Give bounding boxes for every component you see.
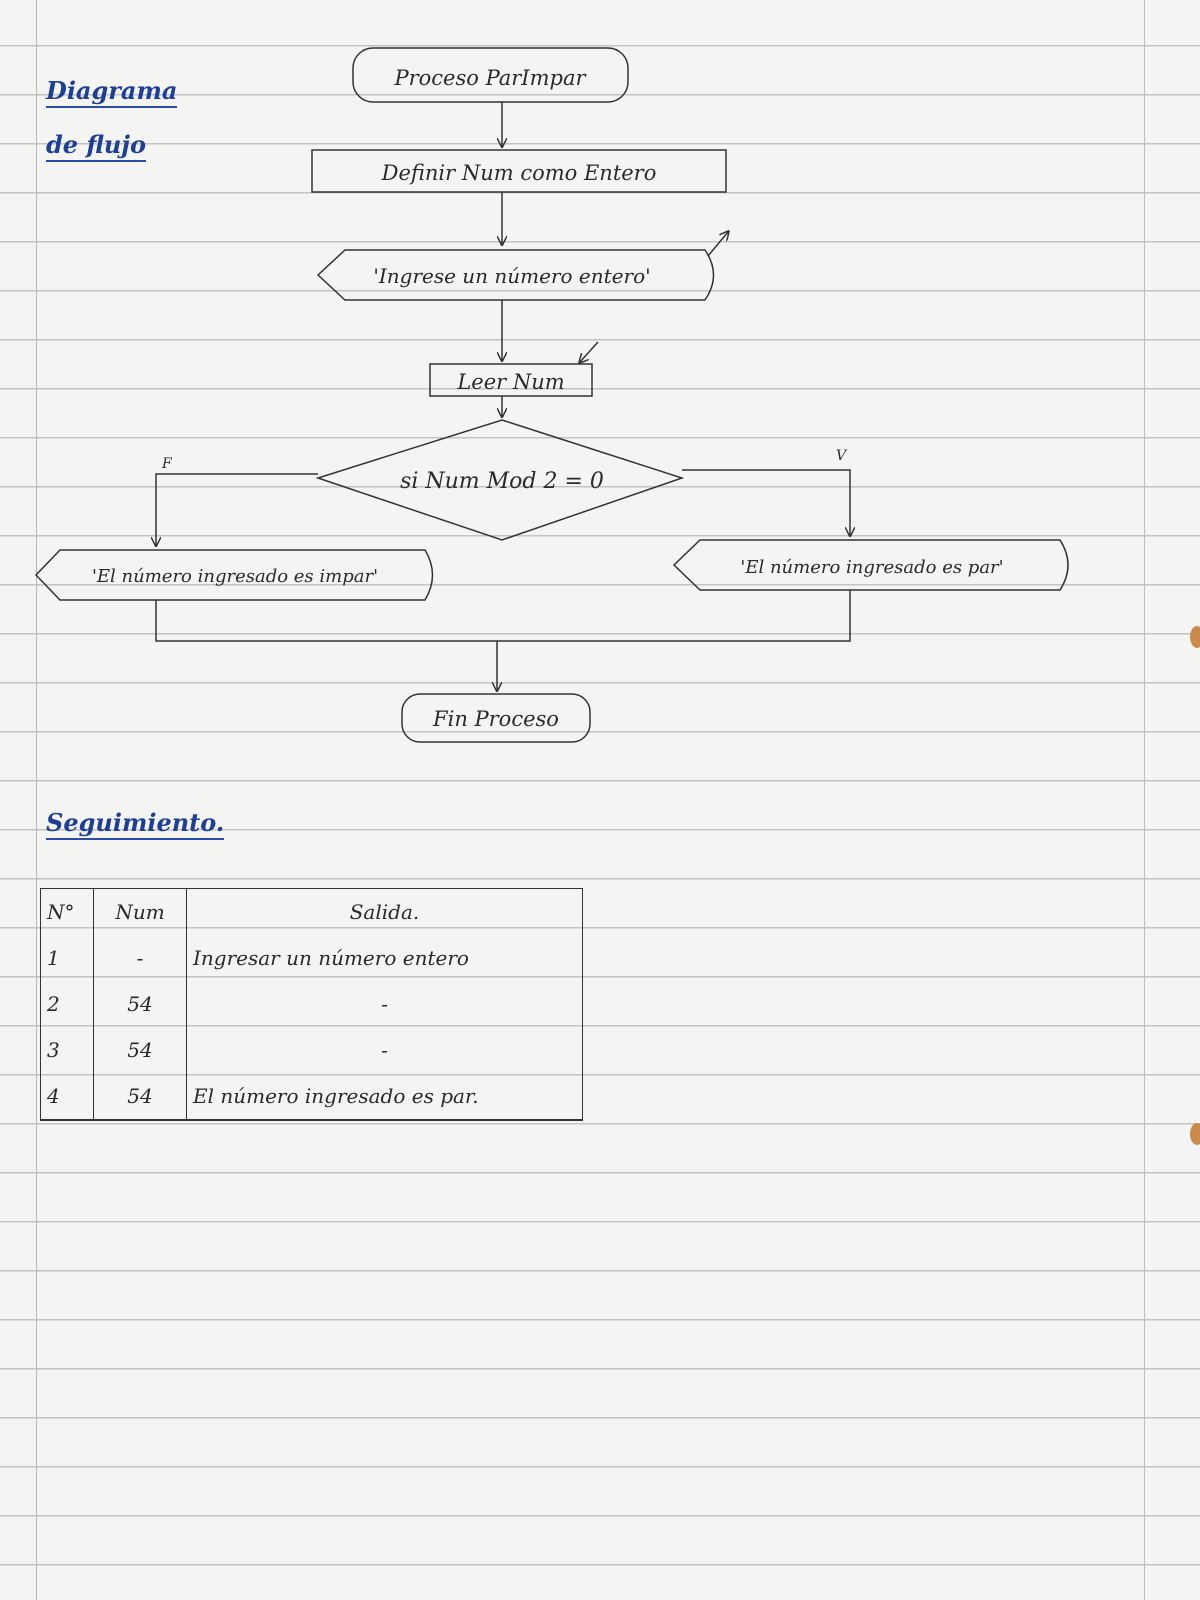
- trace-title: Seguimiento.: [46, 808, 224, 840]
- row-salida: Ingresar un número entero: [187, 935, 583, 981]
- even-output-label: 'El número ingresado es par': [740, 557, 1004, 578]
- input-indicator-arrow: [580, 342, 598, 362]
- table-row: [41, 1027, 583, 1073]
- row-salida: -: [187, 981, 583, 1027]
- prompt-label: 'Ingrese un número entero': [373, 264, 651, 288]
- merge-line: [156, 590, 850, 641]
- trace-table-header-row: [41, 889, 583, 936]
- row-salida: -: [187, 1027, 583, 1073]
- read-label: Leer Num: [457, 370, 565, 394]
- table-row: [41, 981, 583, 1027]
- decision-label: si Num Mod 2 = 0: [400, 469, 604, 494]
- header-n: N°: [41, 889, 94, 936]
- punch-hole-bottom: [1190, 1123, 1200, 1145]
- output-indicator-arrow: [708, 232, 728, 256]
- row-num: 54: [94, 981, 187, 1027]
- trace-table: [40, 888, 583, 1121]
- table-row: [41, 935, 583, 981]
- table-row: [41, 1073, 583, 1120]
- true-branch-label: V: [836, 448, 847, 464]
- true-branch-arrow: [682, 470, 850, 535]
- header-num: Num: [94, 889, 187, 936]
- row-num: 54: [94, 1027, 187, 1073]
- false-branch-arrow: [156, 474, 318, 545]
- odd-output-label: 'El número ingresado es impar': [91, 566, 379, 587]
- row-n: 2: [41, 981, 94, 1027]
- row-num: 54: [94, 1073, 187, 1120]
- row-n: 1: [41, 935, 94, 981]
- define-label: Definir Num como Entero: [381, 161, 657, 185]
- row-n: 4: [41, 1073, 94, 1120]
- false-branch-label: F: [162, 456, 172, 472]
- flowchart-title-line1: Diagrama: [46, 76, 177, 108]
- end-label: Fin Proceso: [433, 707, 559, 731]
- flowchart-title-line2: de flujo: [46, 130, 146, 162]
- start-label: Proceso ParImpar: [394, 66, 586, 90]
- row-salida: El número ingresado es par.: [187, 1073, 583, 1120]
- punch-hole-top: [1190, 626, 1200, 648]
- row-num: -: [94, 935, 187, 981]
- row-n: 3: [41, 1027, 94, 1073]
- header-salida: Salida.: [187, 889, 583, 936]
